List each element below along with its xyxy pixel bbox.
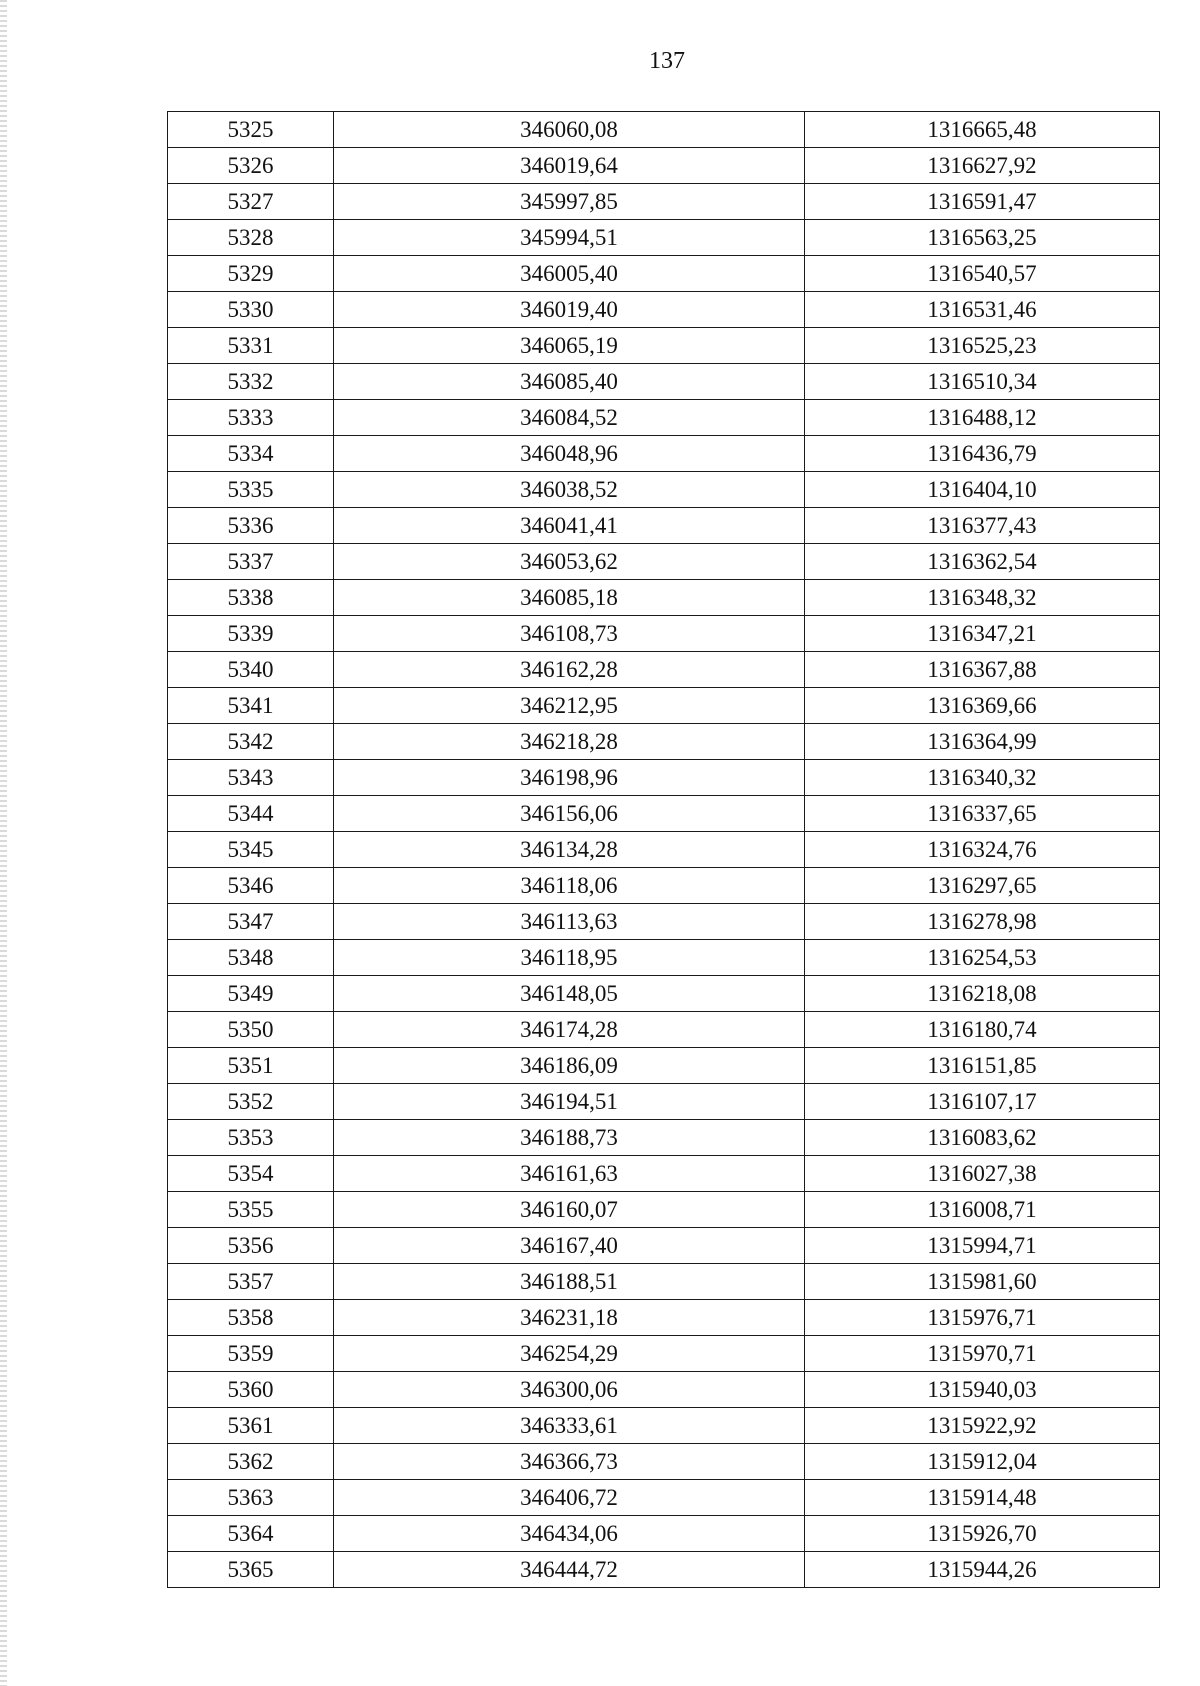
- point-number-cell: 5348: [168, 940, 334, 976]
- table-row: [168, 1444, 1160, 1480]
- x-coordinate-cell: 346300,06: [334, 1372, 805, 1408]
- y-coordinate-cell: 1316151,85: [805, 1048, 1160, 1084]
- point-number-cell: 5339: [168, 616, 334, 652]
- point-number-cell: 5354: [168, 1156, 334, 1192]
- table-row: [168, 904, 1160, 940]
- table-row: [168, 724, 1160, 760]
- x-coordinate-cell: 346148,05: [334, 976, 805, 1012]
- x-coordinate-cell: 346048,96: [334, 436, 805, 472]
- table-row: [168, 508, 1160, 544]
- table-row: [168, 1156, 1160, 1192]
- table-row: [168, 364, 1160, 400]
- y-coordinate-cell: 1316027,38: [805, 1156, 1160, 1192]
- table-row: [168, 184, 1160, 220]
- y-coordinate-cell: 1316008,71: [805, 1192, 1160, 1228]
- table-row: [168, 544, 1160, 580]
- x-coordinate-cell: 345994,51: [334, 220, 805, 256]
- point-number-cell: 5363: [168, 1480, 334, 1516]
- point-number-cell: 5336: [168, 508, 334, 544]
- point-number-cell: 5352: [168, 1084, 334, 1120]
- table-row: [168, 976, 1160, 1012]
- x-coordinate-cell: 346444,72: [334, 1552, 805, 1588]
- x-coordinate-cell: 346108,73: [334, 616, 805, 652]
- table-row: [168, 796, 1160, 832]
- x-coordinate-cell: 346186,09: [334, 1048, 805, 1084]
- x-coordinate-cell: 346038,52: [334, 472, 805, 508]
- point-number-cell: 5349: [168, 976, 334, 1012]
- y-coordinate-cell: 1316083,62: [805, 1120, 1160, 1156]
- point-number-cell: 5362: [168, 1444, 334, 1480]
- point-number-cell: 5337: [168, 544, 334, 580]
- y-coordinate-cell: 1316369,66: [805, 688, 1160, 724]
- x-coordinate-cell: 346005,40: [334, 256, 805, 292]
- x-coordinate-cell: 346333,61: [334, 1408, 805, 1444]
- x-coordinate-cell: 346174,28: [334, 1012, 805, 1048]
- x-coordinate-cell: 346212,95: [334, 688, 805, 724]
- table-row: [168, 940, 1160, 976]
- table-row: [168, 1120, 1160, 1156]
- point-number-cell: 5334: [168, 436, 334, 472]
- x-coordinate-cell: 346085,40: [334, 364, 805, 400]
- point-number-cell: 5345: [168, 832, 334, 868]
- x-coordinate-cell: 346085,18: [334, 580, 805, 616]
- point-number-cell: 5358: [168, 1300, 334, 1336]
- y-coordinate-cell: 1316297,65: [805, 868, 1160, 904]
- x-coordinate-cell: 346053,62: [334, 544, 805, 580]
- x-coordinate-cell: 346084,52: [334, 400, 805, 436]
- y-coordinate-cell: 1316510,34: [805, 364, 1160, 400]
- point-number-cell: 5328: [168, 220, 334, 256]
- x-coordinate-cell: 346156,06: [334, 796, 805, 832]
- point-number-cell: 5340: [168, 652, 334, 688]
- y-coordinate-cell: 1316364,99: [805, 724, 1160, 760]
- point-number-cell: 5344: [168, 796, 334, 832]
- y-coordinate-cell: 1316563,25: [805, 220, 1160, 256]
- point-number-cell: 5343: [168, 760, 334, 796]
- table-row: [168, 652, 1160, 688]
- y-coordinate-cell: 1316665,48: [805, 112, 1160, 148]
- point-number-cell: 5331: [168, 328, 334, 364]
- x-coordinate-cell: 346019,40: [334, 292, 805, 328]
- table-row: [168, 1192, 1160, 1228]
- y-coordinate-cell: 1316254,53: [805, 940, 1160, 976]
- table-row: [168, 1336, 1160, 1372]
- table-row: [168, 436, 1160, 472]
- y-coordinate-cell: 1316531,46: [805, 292, 1160, 328]
- table-row: [168, 220, 1160, 256]
- point-number-cell: 5361: [168, 1408, 334, 1444]
- x-coordinate-cell: 346198,96: [334, 760, 805, 796]
- point-number-cell: 5351: [168, 1048, 334, 1084]
- table-row: [168, 832, 1160, 868]
- page-number: 137: [649, 48, 685, 74]
- coordinates-table: [167, 111, 1160, 1588]
- table-row: [168, 112, 1160, 148]
- x-coordinate-cell: 346231,18: [334, 1300, 805, 1336]
- y-coordinate-cell: 1315976,71: [805, 1300, 1160, 1336]
- y-coordinate-cell: 1316436,79: [805, 436, 1160, 472]
- x-coordinate-cell: 346160,07: [334, 1192, 805, 1228]
- x-coordinate-cell: 346218,28: [334, 724, 805, 760]
- table-row: [168, 292, 1160, 328]
- x-coordinate-cell: 346118,95: [334, 940, 805, 976]
- point-number-cell: 5333: [168, 400, 334, 436]
- y-coordinate-cell: 1316348,32: [805, 580, 1160, 616]
- x-coordinate-cell: 346162,28: [334, 652, 805, 688]
- point-number-cell: 5365: [168, 1552, 334, 1588]
- point-number-cell: 5359: [168, 1336, 334, 1372]
- y-coordinate-cell: 1316324,76: [805, 832, 1160, 868]
- table-row: [168, 400, 1160, 436]
- point-number-cell: 5338: [168, 580, 334, 616]
- x-coordinate-cell: 346254,29: [334, 1336, 805, 1372]
- table-row: [168, 256, 1160, 292]
- y-coordinate-cell: 1316627,92: [805, 148, 1160, 184]
- y-coordinate-cell: 1315912,04: [805, 1444, 1160, 1480]
- point-number-cell: 5327: [168, 184, 334, 220]
- scan-edge: [0, 0, 7, 1686]
- point-number-cell: 5360: [168, 1372, 334, 1408]
- x-coordinate-cell: 346167,40: [334, 1228, 805, 1264]
- point-number-cell: 5341: [168, 688, 334, 724]
- y-coordinate-cell: 1316340,32: [805, 760, 1160, 796]
- table-row: [168, 616, 1160, 652]
- x-coordinate-cell: 346406,72: [334, 1480, 805, 1516]
- point-number-cell: 5347: [168, 904, 334, 940]
- table-row: [168, 1516, 1160, 1552]
- y-coordinate-cell: 1316591,47: [805, 184, 1160, 220]
- point-number-cell: 5330: [168, 292, 334, 328]
- x-coordinate-cell: 346065,19: [334, 328, 805, 364]
- table-row: [168, 1372, 1160, 1408]
- point-number-cell: 5326: [168, 148, 334, 184]
- table-row: [168, 1408, 1160, 1444]
- table-row: [168, 868, 1160, 904]
- x-coordinate-cell: 346041,41: [334, 508, 805, 544]
- table-row: [168, 1480, 1160, 1516]
- point-number-cell: 5329: [168, 256, 334, 292]
- y-coordinate-cell: 1316337,65: [805, 796, 1160, 832]
- point-number-cell: 5357: [168, 1264, 334, 1300]
- point-number-cell: 5325: [168, 112, 334, 148]
- x-coordinate-cell: 346188,73: [334, 1120, 805, 1156]
- table-row: [168, 688, 1160, 724]
- x-coordinate-cell: 346134,28: [334, 832, 805, 868]
- table-row: [168, 1228, 1160, 1264]
- y-coordinate-cell: 1315922,92: [805, 1408, 1160, 1444]
- y-coordinate-cell: 1315994,71: [805, 1228, 1160, 1264]
- x-coordinate-cell: 346060,08: [334, 112, 805, 148]
- point-number-cell: 5355: [168, 1192, 334, 1228]
- y-coordinate-cell: 1316180,74: [805, 1012, 1160, 1048]
- y-coordinate-cell: 1316404,10: [805, 472, 1160, 508]
- point-number-cell: 5342: [168, 724, 334, 760]
- table-row: [168, 1300, 1160, 1336]
- x-coordinate-cell: 346434,06: [334, 1516, 805, 1552]
- x-coordinate-cell: 346019,64: [334, 148, 805, 184]
- y-coordinate-cell: 1316278,98: [805, 904, 1160, 940]
- table-row: [168, 580, 1160, 616]
- x-coordinate-cell: 346118,06: [334, 868, 805, 904]
- table-row: [168, 328, 1160, 364]
- point-number-cell: 5332: [168, 364, 334, 400]
- point-number-cell: 5335: [168, 472, 334, 508]
- x-coordinate-cell: 346188,51: [334, 1264, 805, 1300]
- x-coordinate-cell: 346366,73: [334, 1444, 805, 1480]
- y-coordinate-cell: 1316347,21: [805, 616, 1160, 652]
- y-coordinate-cell: 1315940,03: [805, 1372, 1160, 1408]
- y-coordinate-cell: 1316107,17: [805, 1084, 1160, 1120]
- y-coordinate-cell: 1315926,70: [805, 1516, 1160, 1552]
- table-row: [168, 1012, 1160, 1048]
- y-coordinate-cell: 1316367,88: [805, 652, 1160, 688]
- table-row: [168, 472, 1160, 508]
- table-row: [168, 760, 1160, 796]
- point-number-cell: 5350: [168, 1012, 334, 1048]
- y-coordinate-cell: 1316488,12: [805, 400, 1160, 436]
- y-coordinate-cell: 1316525,23: [805, 328, 1160, 364]
- y-coordinate-cell: 1315981,60: [805, 1264, 1160, 1300]
- y-coordinate-cell: 1316362,54: [805, 544, 1160, 580]
- table-row: [168, 148, 1160, 184]
- table-row: [168, 1048, 1160, 1084]
- point-number-cell: 5353: [168, 1120, 334, 1156]
- point-number-cell: 5346: [168, 868, 334, 904]
- table-row: [168, 1084, 1160, 1120]
- x-coordinate-cell: 346161,63: [334, 1156, 805, 1192]
- x-coordinate-cell: 346113,63: [334, 904, 805, 940]
- y-coordinate-cell: 1316377,43: [805, 508, 1160, 544]
- table-row: [168, 1552, 1160, 1588]
- y-coordinate-cell: 1315970,71: [805, 1336, 1160, 1372]
- x-coordinate-cell: 345997,85: [334, 184, 805, 220]
- table-row: [168, 1264, 1160, 1300]
- y-coordinate-cell: 1315944,26: [805, 1552, 1160, 1588]
- y-coordinate-cell: 1316540,57: [805, 256, 1160, 292]
- x-coordinate-cell: 346194,51: [334, 1084, 805, 1120]
- point-number-cell: 5364: [168, 1516, 334, 1552]
- y-coordinate-cell: 1315914,48: [805, 1480, 1160, 1516]
- point-number-cell: 5356: [168, 1228, 334, 1264]
- y-coordinate-cell: 1316218,08: [805, 976, 1160, 1012]
